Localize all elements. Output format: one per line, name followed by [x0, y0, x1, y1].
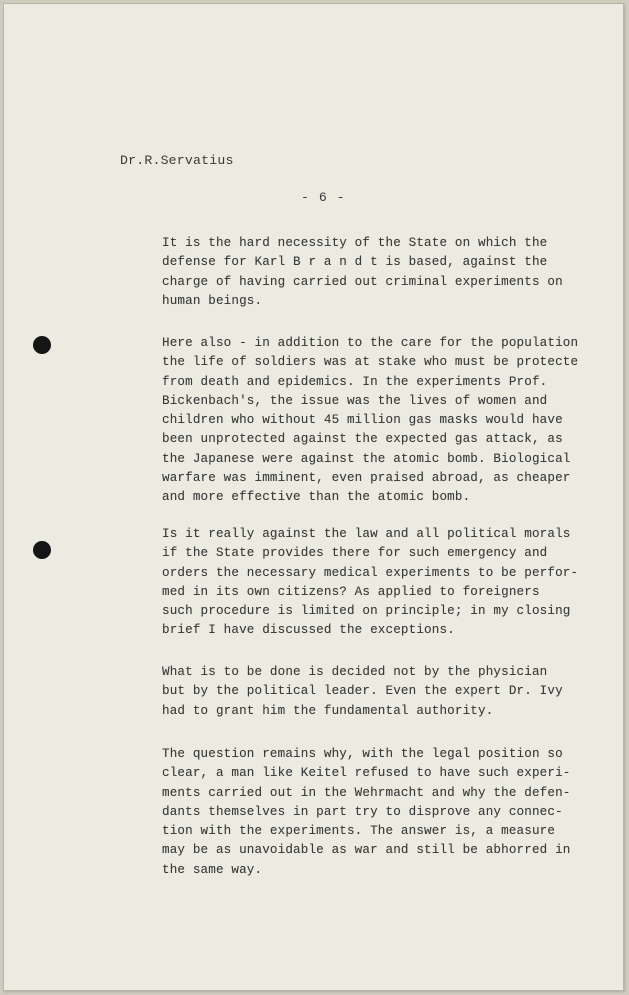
text-line: Bickenbach's, the issue was the lives of women and — [162, 393, 548, 408]
text-line: What is to be done is decided not by the physician — [162, 665, 548, 679]
text-line: The question remains why, with the legal position so — [162, 747, 563, 761]
text-line: and more effective than the atomic bomb. — [162, 490, 471, 505]
text-line: children who without 45 million gas masks would have — [162, 413, 563, 428]
paragraph-5 — [162, 745, 571, 880]
document-page — [3, 3, 624, 991]
text-line: med in its own citizens? As applied to foreigners — [162, 584, 540, 599]
paragraph-4 — [162, 663, 563, 721]
text-line: human beings. — [162, 293, 263, 308]
text-line: may be as unavoidable as war and still be abhorred in — [162, 843, 571, 858]
paragraph-3 — [162, 525, 578, 641]
punch-hole-top — [33, 336, 51, 354]
text-line: but by the political leader. Even the expert Dr. Ivy — [162, 684, 563, 699]
text-line: charge of having carried out criminal experiments on — [162, 274, 563, 289]
text-line: from death and epidemics. In the experiments Prof. — [162, 374, 548, 389]
text-line: Is it really against the law and all political morals — [162, 527, 571, 541]
text-line: orders the necessary medical experiments to be perfor- — [162, 565, 579, 580]
punch-hole-bottom — [33, 541, 51, 559]
text-line: the Japanese were against the atomic bomb. Biological — [162, 451, 571, 466]
text-line: been unprotected against the expected gas attack, as — [162, 432, 563, 447]
text-line: ments carried out in the Wehrmacht and why the defen- — [162, 785, 571, 800]
document-header: Dr.R.Servatius — [120, 153, 234, 168]
text-line: dants themselves in part try to disprove any connec- — [162, 804, 563, 819]
text-line: defense for Karl B r a n d t is based, against the — [162, 255, 548, 270]
text-line: It is the hard necessity of the State on which the — [162, 236, 548, 250]
text-line: the same way. — [162, 862, 263, 877]
text-line: tion with the experiments. The answer is, a measure — [162, 824, 556, 839]
text-line: Here also - in addition to the care for the population — [162, 336, 579, 350]
text-line: clear, a man like Keitel refused to have such experi- — [162, 766, 571, 781]
paragraph-2 — [162, 334, 578, 508]
text-line: the life of soldiers was at stake who must be protecte — [162, 355, 579, 370]
text-line: warfare was imminent, even praised abroad, as cheaper — [162, 471, 571, 486]
page-number: - 6 - — [301, 190, 346, 205]
paragraph-1 — [162, 234, 563, 311]
text-line: such procedure is limited on principle; in my closing — [162, 604, 571, 619]
text-line: had to grant him the fundamental authority. — [162, 703, 494, 718]
text-line: if the State provides there for such emergency and — [162, 546, 548, 561]
text-line: brief I have discussed the exceptions. — [162, 623, 455, 638]
